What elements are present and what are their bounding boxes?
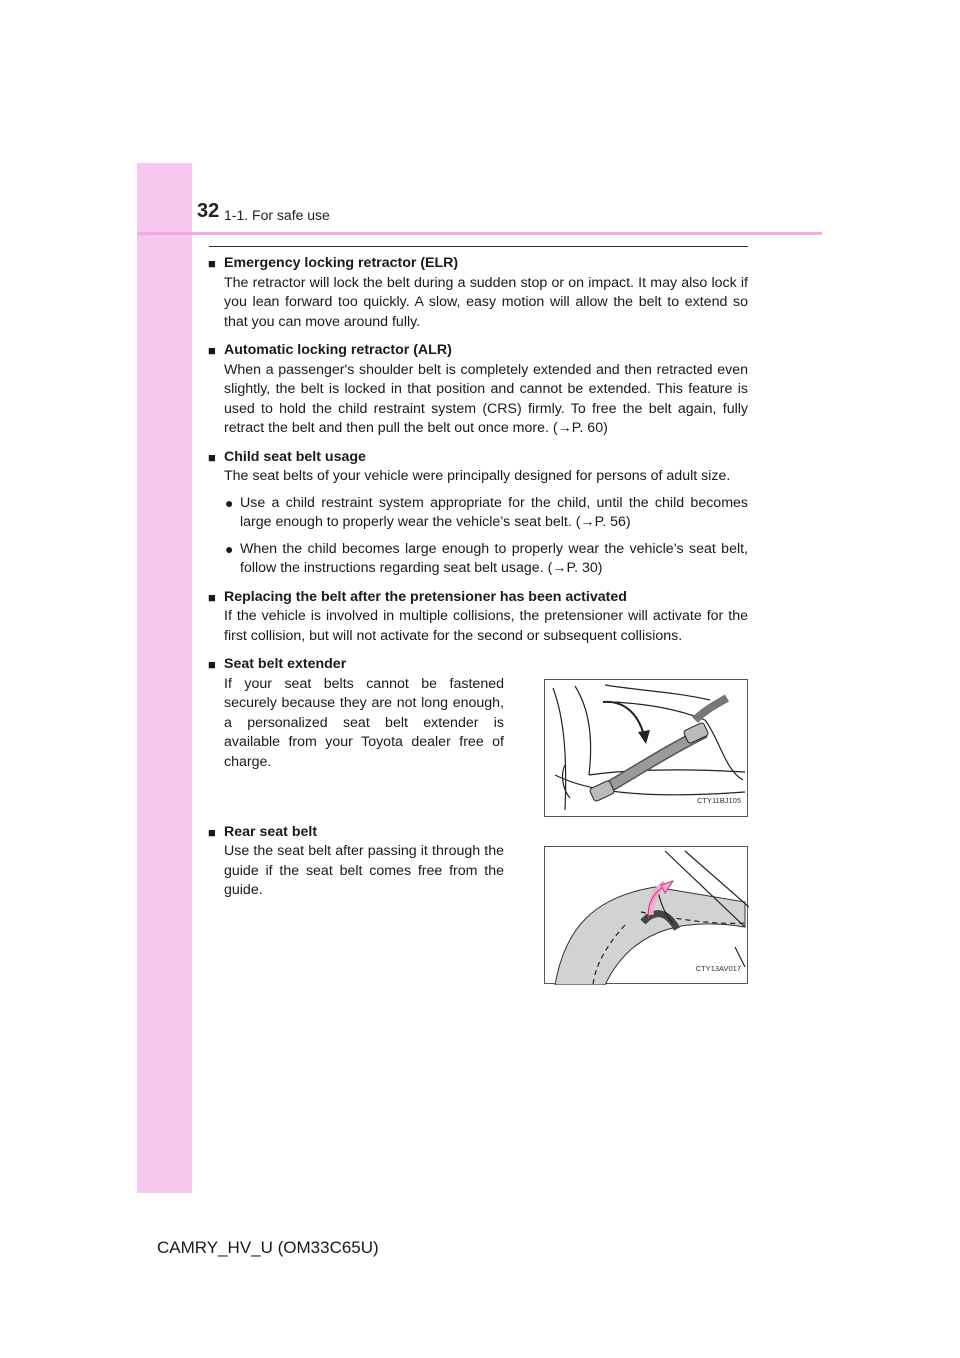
list-item [208,494,748,533]
seat-belt-extender-figure [544,679,748,817]
figure-code: CTY13AV017 [695,963,741,973]
heading-pretensioner: ■ Replacing the belt after the pretensioner has been activated [208,588,748,608]
text-alr: When a passenger's shoulder belt is completely extended and then retracted even slightly, the belt is locked in that position and cannot be extended. This feature is used to hold the child restraint system (CRS) firmly. To free the belt again, fully retract the belt and then pull the belt out once more. (→P. 60) [224,361,748,436]
heading-elr: ■ Emergency locking retractor (ELR) [208,254,748,274]
heading-alr: ■ Automatic locking retractor (ALR) [208,341,748,361]
page-number: 32 [197,200,220,222]
list-item [208,540,748,579]
section-title: 1-1. For safe use [224,207,330,223]
extender-row [208,675,748,817]
text-seat-belt-extender: If your seat belts cannot be fastened securely because they are not long enough, a personalized seat belt extender is available from your Toyota dealer free of charge. [224,675,504,770]
figure-code: CTY11BJ105 [696,796,741,805]
text-rear-seat-belt: Use the seat belt after passing it through the guide if the seat belt comes free from the guide. [224,843,504,898]
list-item-text: Use a child restraint system appropriate for the child, until the child becomes large enough to properly wear the vehicle’s seat belt. (→P. 56) [240,494,748,530]
text-elr: The retractor will lock the belt during a sudden stop or on impact. It may also lock if you lean forward too quickly. A slow, easy motion will allow the belt to extend so that you can move around fully. [224,274,748,330]
page-content [208,254,748,984]
heading-child-seat-belt: ■ Child seat belt usage [208,448,748,468]
chapter-sidebar-tab [137,163,192,1193]
rear-seat-belt-figure [544,846,748,984]
footer-model-code: CAMRY_HV_U (OM33C65U) [157,1238,379,1257]
heading-rear-seat-belt: ■ Rear seat belt [208,823,748,843]
circle-bullet-icon: ● [225,540,234,557]
text-pretensioner: If the vehicle is involved in multiple collisions, the pretensioner will activate for the first collision, but will not activate for the second or subsequent collisions. [224,608,748,644]
list-item-text: When the child becomes large enough to properly wear the vehicle’s seat belt, follow the instructions regarding seat belt usage. (→P. 30) [240,540,748,576]
header-accent-line [137,232,822,235]
circle-bullet-icon: ● [225,494,234,511]
rear-belt-row [208,842,748,984]
heading-seat-belt-extender: ■ Seat belt extender [208,655,748,675]
text-child-seat-belt: The seat belts of your vehicle were principally designed for persons of adult size. [224,468,731,484]
content-divider [209,246,748,247]
